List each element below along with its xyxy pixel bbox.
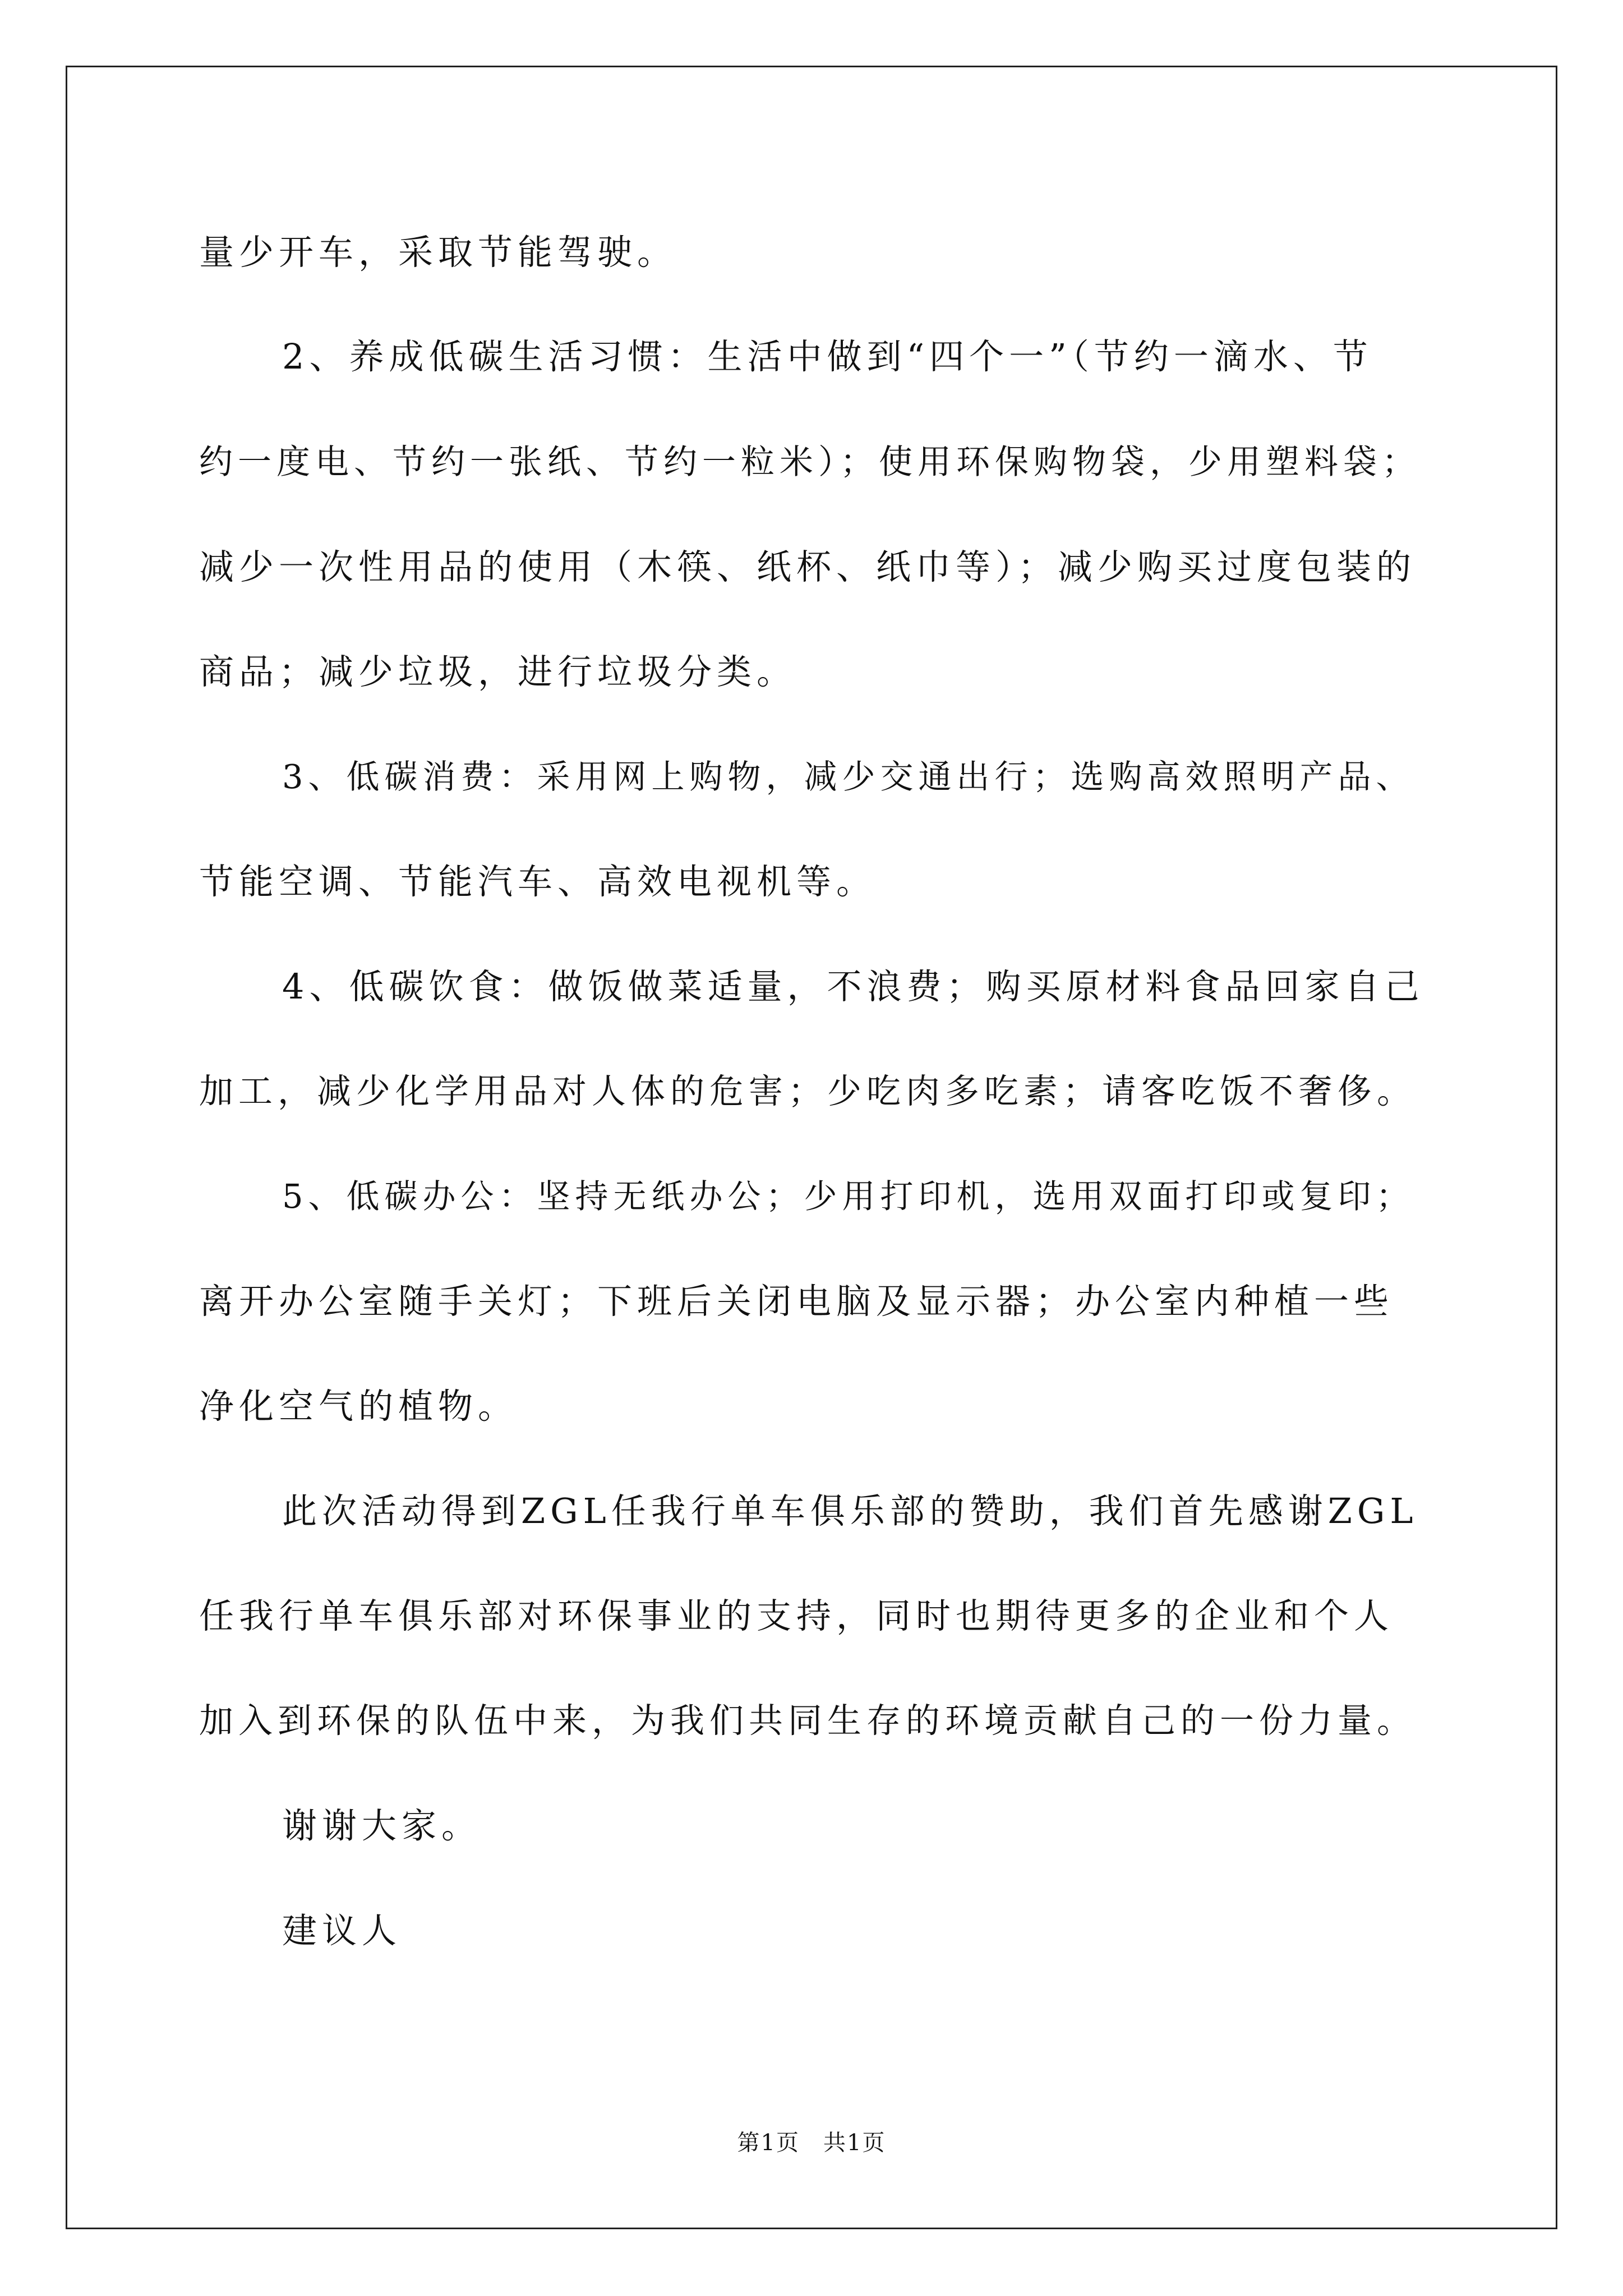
- signature-label: 建议人: [282, 1910, 402, 1951]
- body-text-line: 任我行单车俱乐部对环保事业的支持，同时也期待更多的企业和个人: [199, 1595, 1394, 1636]
- body-text-line: 2、养成低碳生活习惯：生活中做到“四个一”（节约一滴水、节: [282, 336, 1373, 377]
- body-text-line: 量少开车，采取节能驾驶。: [199, 232, 677, 273]
- body-text-line: 商品；减少垃圾，进行垃圾分类。: [199, 651, 797, 692]
- body-text-line: 约一度电、节约一张纸、节约一粒米）；使用环保购物袋，少用塑料袋；: [199, 443, 1421, 482]
- body-text-line: 4、低碳饮食：做饭做菜适量，不浪费；购买原材料食品回家自己: [282, 966, 1424, 1007]
- body-text-line: 5、低碳办公：坚持无纸办公；少用打印机，选用双面打印或复印；: [282, 1177, 1414, 1216]
- body-text-line: 加工，减少化学用品对人体的危害；少吃肉多吃素；请客吃饭不奢侈。: [199, 1071, 1417, 1111]
- body-text-line: 节能空调、节能汽车、高效电视机等。: [199, 861, 877, 902]
- body-text-line: 净化空气的植物。: [199, 1386, 518, 1427]
- body-text-line: 减少一次性用品的使用（木筷、纸杯、纸巾等）；减少购买过度包装的: [199, 546, 1417, 587]
- body-text-line: 离开办公室随手关灯；下班后关闭电脑及显示器；办公室内种植一些: [199, 1281, 1394, 1322]
- body-text-line: 此次活动得到ZGL任我行单车俱乐部的赞助，我们首先感谢ZGL: [282, 1490, 1418, 1531]
- closing-text: 谢谢大家。: [282, 1805, 482, 1846]
- page-border: [66, 66, 1557, 2229]
- body-text-line: 加入到环保的队伍中来，为我们共同生存的环境贡献自己的一份力量。: [199, 1701, 1417, 1741]
- body-text-line: 3、低碳消费：采用网上购物，减少交通出行；选购高效照明产品、: [282, 757, 1414, 796]
- page-number-footer: 第1页 共1页: [737, 2130, 886, 2156]
